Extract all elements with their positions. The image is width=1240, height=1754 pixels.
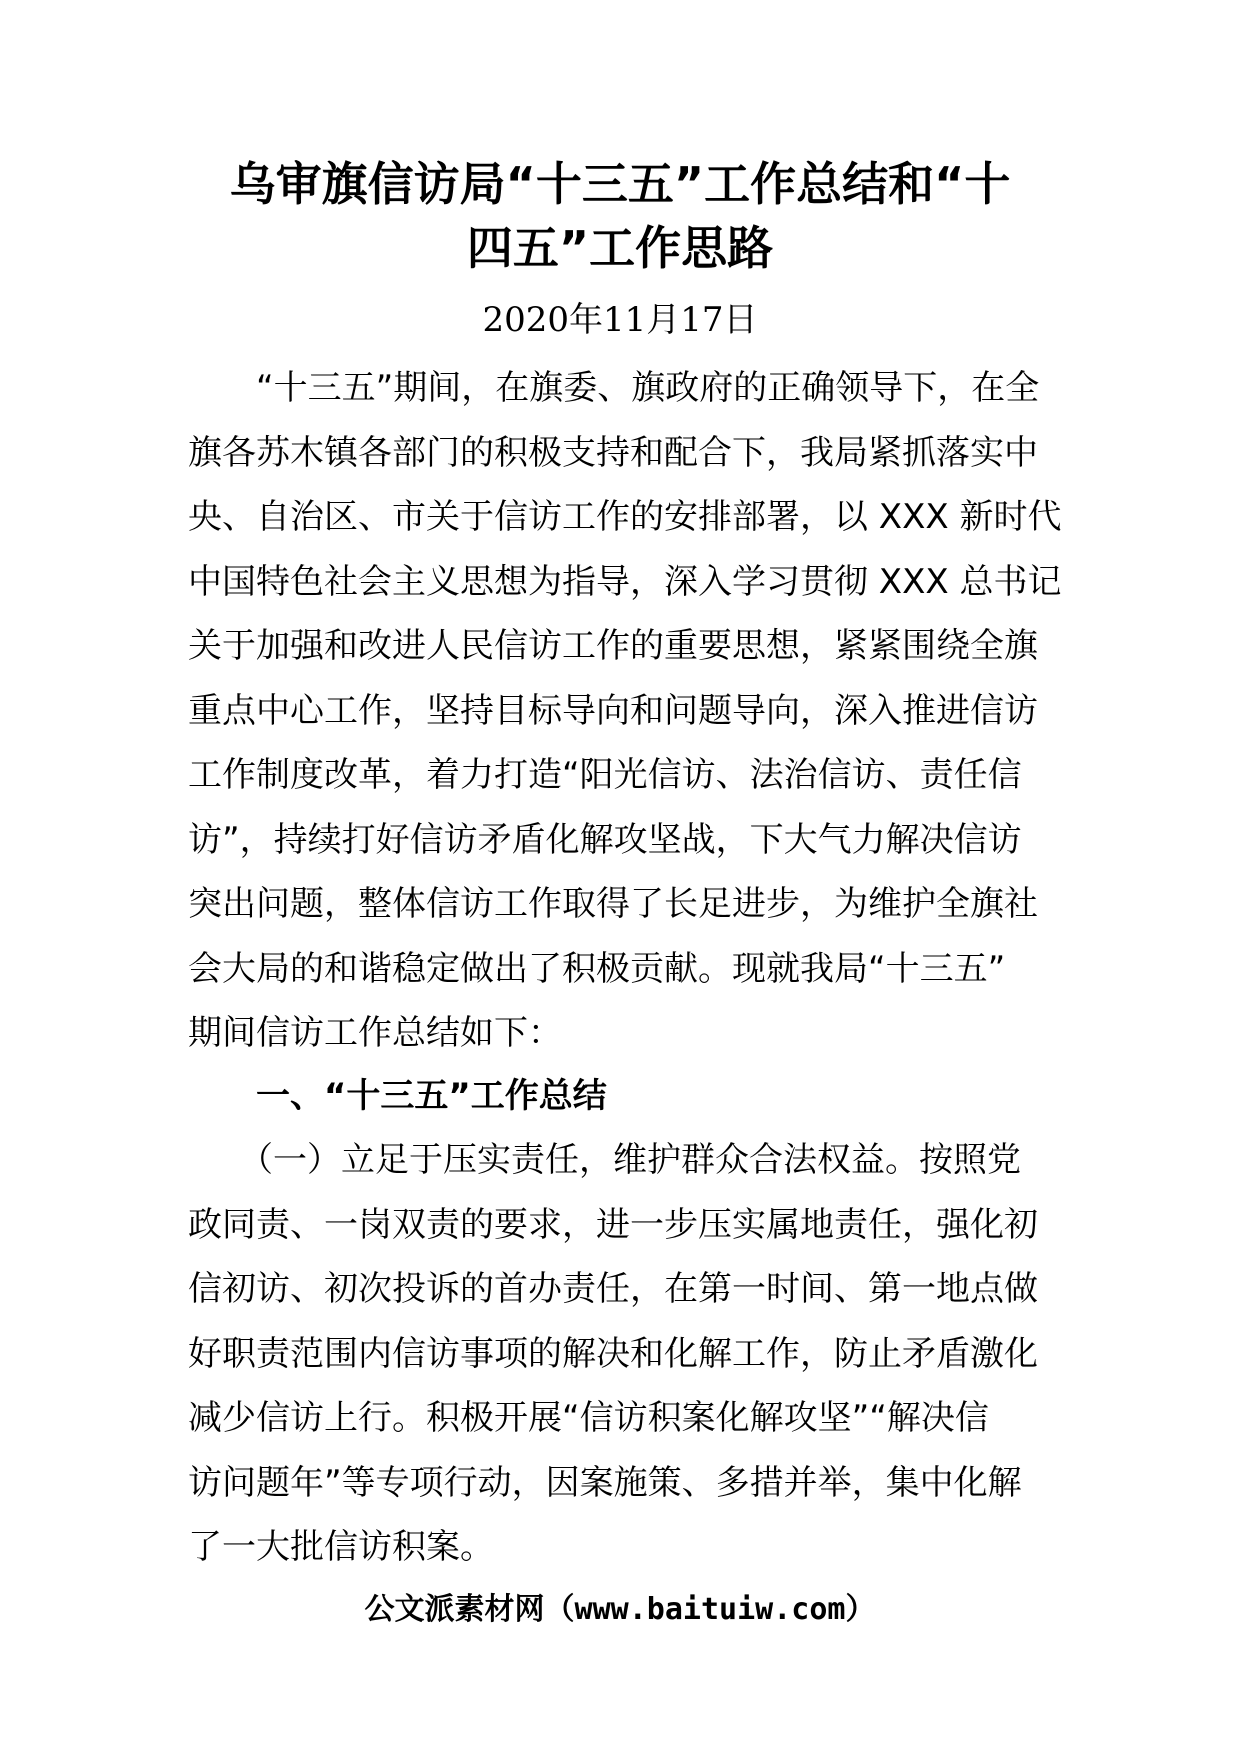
footer-url: www.baituiw.com [574, 1592, 846, 1627]
footer-site-name: 公文派素材网（ [364, 1592, 575, 1627]
text-line: 会大局的和谐稳定做出了积极贡献。现就我局“十三五” [188, 948, 1006, 989]
text-line: 工作制度改革，着力打造“阳光信访、法治信访、责任信 [188, 755, 1022, 795]
text-line: 访”，持续打好信访矛盾化解攻坚战，下大气力解决信访 [188, 819, 1022, 860]
document-date: 2020年11月17日 [482, 300, 758, 340]
title-line: 四五”工作思路 [466, 221, 774, 275]
text-line: 央、自治区、市关于信访工作的安排部署，以 XXX 新时代 [188, 497, 1062, 537]
text-line: （一）立足于压实责任，维护群众合法权益。按照党 [188, 1140, 1021, 1180]
paragraph-section-1 [188, 1128, 1056, 1580]
text-line: 减少信访上行。积极开展“信访积案化解攻坚”“解决信 [188, 1398, 989, 1438]
text-line: 信初访、初次投诉的首办责任，在第一时间、第一地点做 [188, 1269, 1038, 1309]
section-heading [188, 1064, 1056, 1129]
text-line: 重点中心工作，坚持目标导向和问题导向，深入推进信访 [188, 690, 1038, 731]
text-line: 旗各苏木镇各部门的积极支持和配合下，我局紧抓落实中 [188, 432, 1038, 473]
text-line: 突出问题，整体信访工作取得了长足进步，为维护全旗社 [188, 884, 1038, 924]
text-line: 中国特色社会主义思想为指导，深入学习贯彻 XXX 总书记 [188, 561, 1062, 602]
page-footer [150, 1588, 1090, 1632]
text-line: 期间信访工作总结如下： [188, 1013, 562, 1053]
text-line: 了一大批信访积案。 [188, 1527, 494, 1567]
text-line: “十三五”期间，在旗委、旗政府的正确领导下，在全 [188, 368, 1040, 408]
paragraph-intro [188, 356, 1062, 1066]
text-line: 政同责、一岗双责的要求，进一步压实属地责任，强化初 [188, 1204, 1038, 1245]
section-heading-text: 一、“十三五”工作总结 [188, 1076, 607, 1116]
text-line: 好职责范围内信访事项的解决和化解工作，防止矛盾激化 [188, 1333, 1038, 1374]
title-line: 乌审旗信访局“十三五”工作总结和“十 [229, 157, 1011, 211]
document-title [150, 152, 1090, 280]
footer-suffix: ） [845, 1592, 876, 1627]
text-line: 访问题年”等专项行动，因案施策、多措并举，集中化解 [188, 1462, 1022, 1503]
text-line: 关于加强和改进人民信访工作的重要思想，紧紧围绕全旗 [188, 626, 1038, 666]
